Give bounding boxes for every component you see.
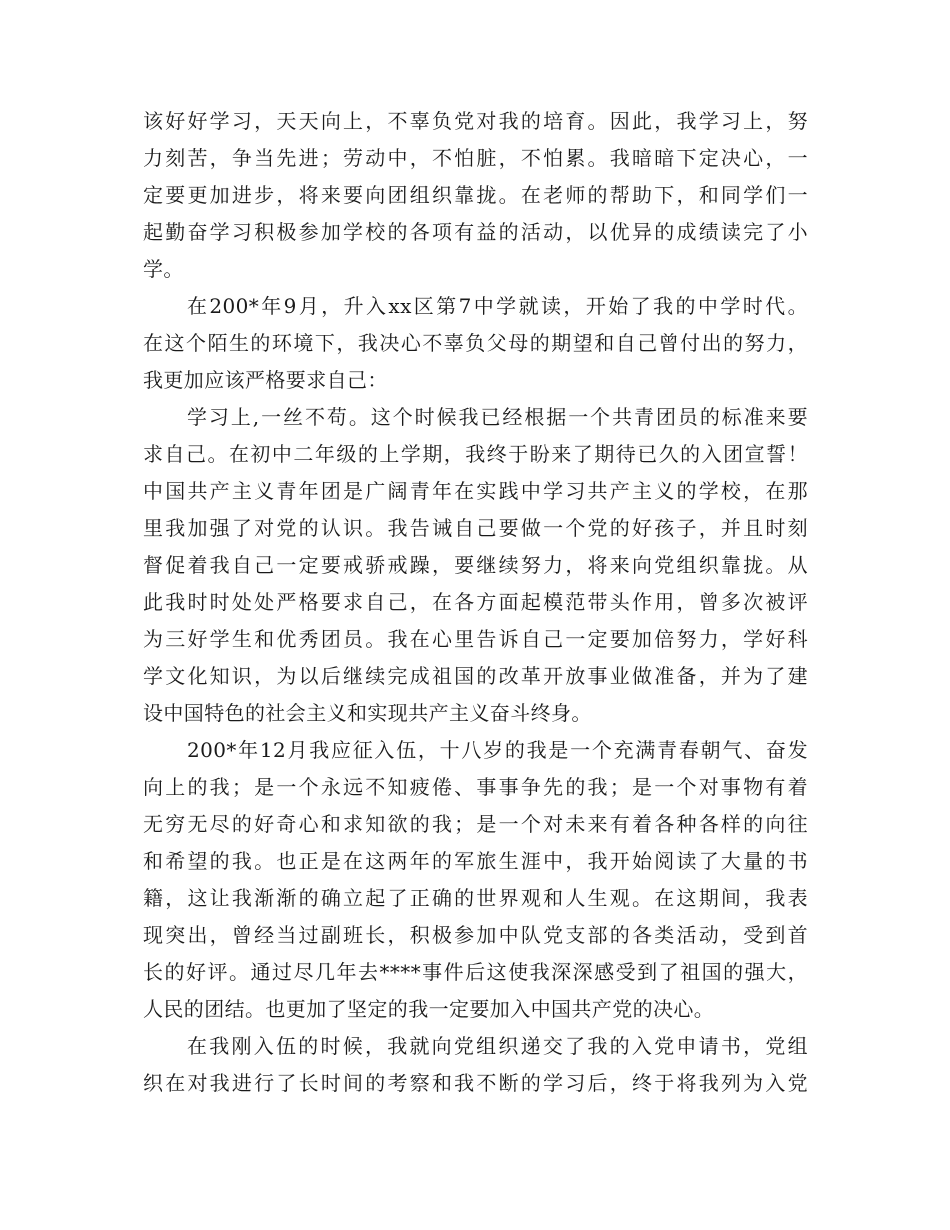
text-line: 力刻苦，争当先进；劳动中，不怕脏，不怕累。我暗暗下定决心，一 (143, 146, 808, 170)
text-line: 此我时时处处严格要求自己，在各方面起模范带头作用，曾多次被评 (143, 590, 808, 614)
text-line: 督促着我自己一定要戒骄戒躁，要继续努力，将来向党组织靠拢。从 (143, 553, 808, 577)
text-line: 定要更加进步，将来要向团组织靠拢。在老师的帮助下，和同学们一 (143, 183, 808, 207)
text-line: 人民的团结。也更加了坚定的我一定要加入中国共产党的决心。 (143, 997, 715, 1021)
text-line: 我更加应该严格要求自己： (143, 368, 388, 392)
text-line: 向上的我；是一个永远不知疲倦、事事争先的我；是一个对事物有着 (143, 775, 808, 799)
text-line: 求自己。在初中二年级的上学期，我终于盼来了期待已久的入团宣誓！ (143, 442, 808, 466)
text-line: 学。 (143, 257, 184, 281)
text-line: 为三好学生和优秀团员。我在心里告诉自己一定要加倍努力，学好科 (143, 627, 808, 651)
text-line: 学文化知识，为以后继续完成祖国的改革开放事业做准备，并为了建 (143, 664, 808, 688)
text-line: 无穷无尽的好奇心和求知欲的我；是一个对未来有着各种各样的向往 (143, 812, 808, 836)
text-line: 现突出，曾经当过副班长，积极参加中队党支部的各类活动，受到首 (143, 923, 808, 947)
text-line: 起勤奋学习积极参加学校的各项有益的活动，以优异的成绩读完了小 (143, 220, 808, 244)
text-line: 设中国特色的社会主义和实现共产主义奋斗终身。 (143, 701, 592, 725)
text-line: 该好好学习，天天向上，不辜负党对我的培育。因此，我学习上，努 (143, 109, 808, 133)
text-line: 在我刚入伍的时候，我就向党组织递交了我的入党申请书，党组 (187, 1034, 808, 1058)
text-line: 里我加强了对党的认识。我告诫自己要做一个党的好孩子，并且时刻 (143, 516, 808, 540)
text-line: 长的好评。通过尽几年去****事件后这使我深深感受到了祖国的强大， (143, 960, 808, 984)
text-line: 织在对我进行了长时间的考察和我不断的学习后，终于将我列为入党 (143, 1071, 808, 1095)
text-line: 学习上,一丝不苟。这个时候我已经根据一个共青团员的标准来要 (187, 405, 808, 429)
document-body (143, 103, 808, 1102)
text-line: 在200*年9月，升入xx区第7中学就读，开始了我的中学时代。 (187, 294, 808, 318)
text-line: 和希望的我。也正是在这两年的军旅生涯中，我开始阅读了大量的书 (143, 849, 808, 873)
text-line: 200*年12月我应征入伍，十八岁的我是一个充满青春朝气、奋发 (187, 738, 808, 762)
text-line: 在这个陌生的环境下，我决心不辜负父母的期望和自己曾付出的努力， (143, 331, 808, 355)
text-line: 籍，这让我渐渐的确立起了正确的世界观和人生观。在这期间，我表 (143, 886, 808, 910)
text-line: 中国共产主义青年团是广阔青年在实践中学习共产主义的学校，在那 (143, 479, 808, 503)
